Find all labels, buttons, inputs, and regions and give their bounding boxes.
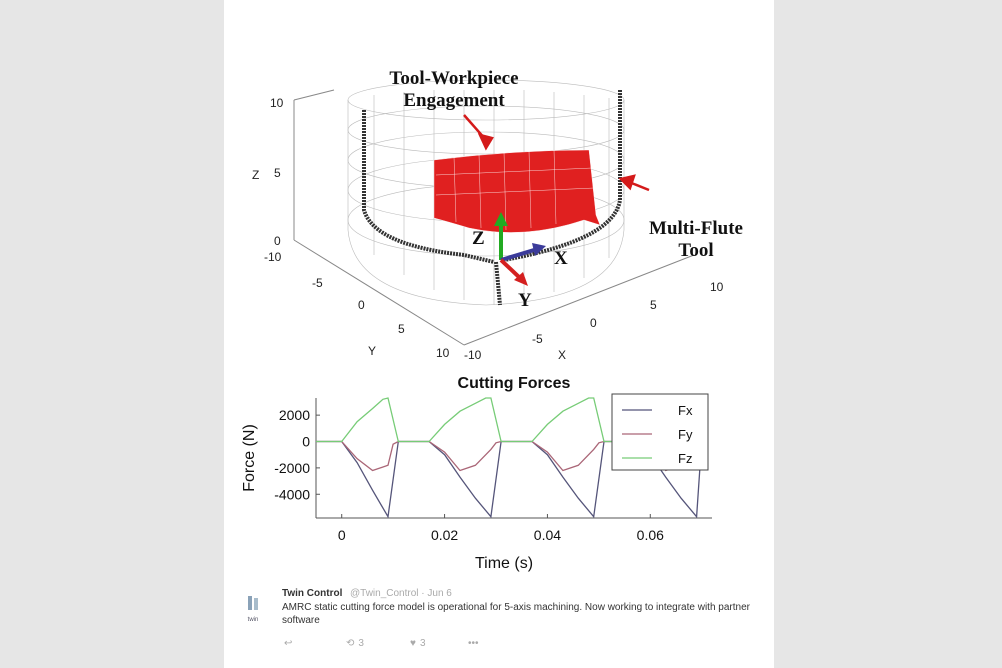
x-tick-10: 10 [710, 280, 724, 294]
tool-label-line2: Tool [678, 240, 714, 261]
y-arrow-label: Y [518, 290, 532, 311]
engagement-label-line2: Engagement [403, 90, 505, 111]
like-button[interactable] [410, 638, 426, 649]
reply-button[interactable] [284, 638, 292, 649]
legend-label-fz: Fz [678, 451, 693, 466]
twin-control-avatar[interactable] [238, 592, 268, 622]
x-tick-0: 0 [590, 316, 597, 330]
x-axis-label: X [558, 348, 567, 362]
reply-icon: ↩ [284, 638, 293, 649]
engagement-label-line1: Tool-Workpiece [389, 68, 519, 89]
x-tick-label: 0 [337, 527, 346, 543]
z-arrow-label: Z [472, 228, 485, 249]
twin-logo-text: twin [247, 617, 259, 623]
y-tick-label: 0 [302, 433, 310, 450]
x-tick-label: 0.04 [533, 527, 562, 543]
z-tick-0: 0 [274, 234, 281, 248]
x-axis-label: Time (s) [474, 555, 534, 572]
retweet-icon: ⟲ [346, 638, 355, 649]
more-icon: ••• [468, 638, 479, 649]
like-count: 3 [419, 638, 426, 649]
tweet [224, 582, 774, 668]
cutting-forces-chart [224, 368, 774, 588]
tool-engagement-3d-plot [224, 0, 774, 370]
z-axis-label: Z [252, 168, 260, 182]
y-tick-label: -2000 [274, 459, 310, 476]
y-tick-10: 10 [436, 346, 450, 360]
x-tick-neg5: -5 [532, 332, 543, 346]
heart-icon: ♥ [410, 638, 416, 649]
y-tick-label: 2000 [278, 407, 310, 424]
x-tick-5: 5 [650, 298, 657, 312]
tool-label [636, 218, 756, 262]
legend-label-fy: Fy [678, 427, 693, 442]
more-button[interactable] [468, 638, 479, 649]
y-tick-5: 5 [398, 322, 405, 336]
z-tick-5: 5 [274, 166, 281, 180]
legend-label-fx: Fx [678, 403, 693, 418]
tool-label-line1: Multi-Flute [649, 218, 743, 239]
chart-title: Cutting Forces [457, 375, 571, 392]
y-tick-neg5: -5 [312, 276, 323, 290]
y-tick-0: 0 [358, 298, 365, 312]
retweet-count: 3 [358, 638, 364, 649]
x-tick-label: 0.02 [430, 527, 459, 543]
y-axis-label: Force (N) [241, 424, 258, 492]
tweet-handle-date[interactable]: @Twin_Control · Jun 6 [350, 588, 452, 599]
x-tick-neg10: -10 [464, 348, 482, 362]
retweet-button[interactable] [346, 638, 364, 649]
x-tick-label: 0.06 [636, 527, 664, 543]
y-tick-label: -4000 [274, 486, 310, 503]
y-tick-neg10: -10 [264, 250, 282, 264]
z-tick-10: 10 [270, 96, 284, 110]
tweet-author[interactable]: Twin Control [282, 588, 343, 599]
tweet-text: AMRC static cutting force model is operational for 5-axis machining. Now working to integrate with partner software [282, 602, 750, 626]
right-background [774, 0, 1002, 668]
tweet-actions [284, 638, 524, 654]
x-arrow-label: X [554, 248, 568, 269]
y-axis-label: Y [368, 344, 377, 358]
left-background [0, 0, 224, 668]
tweet-media-card [224, 0, 774, 668]
engagement-label [374, 68, 534, 112]
